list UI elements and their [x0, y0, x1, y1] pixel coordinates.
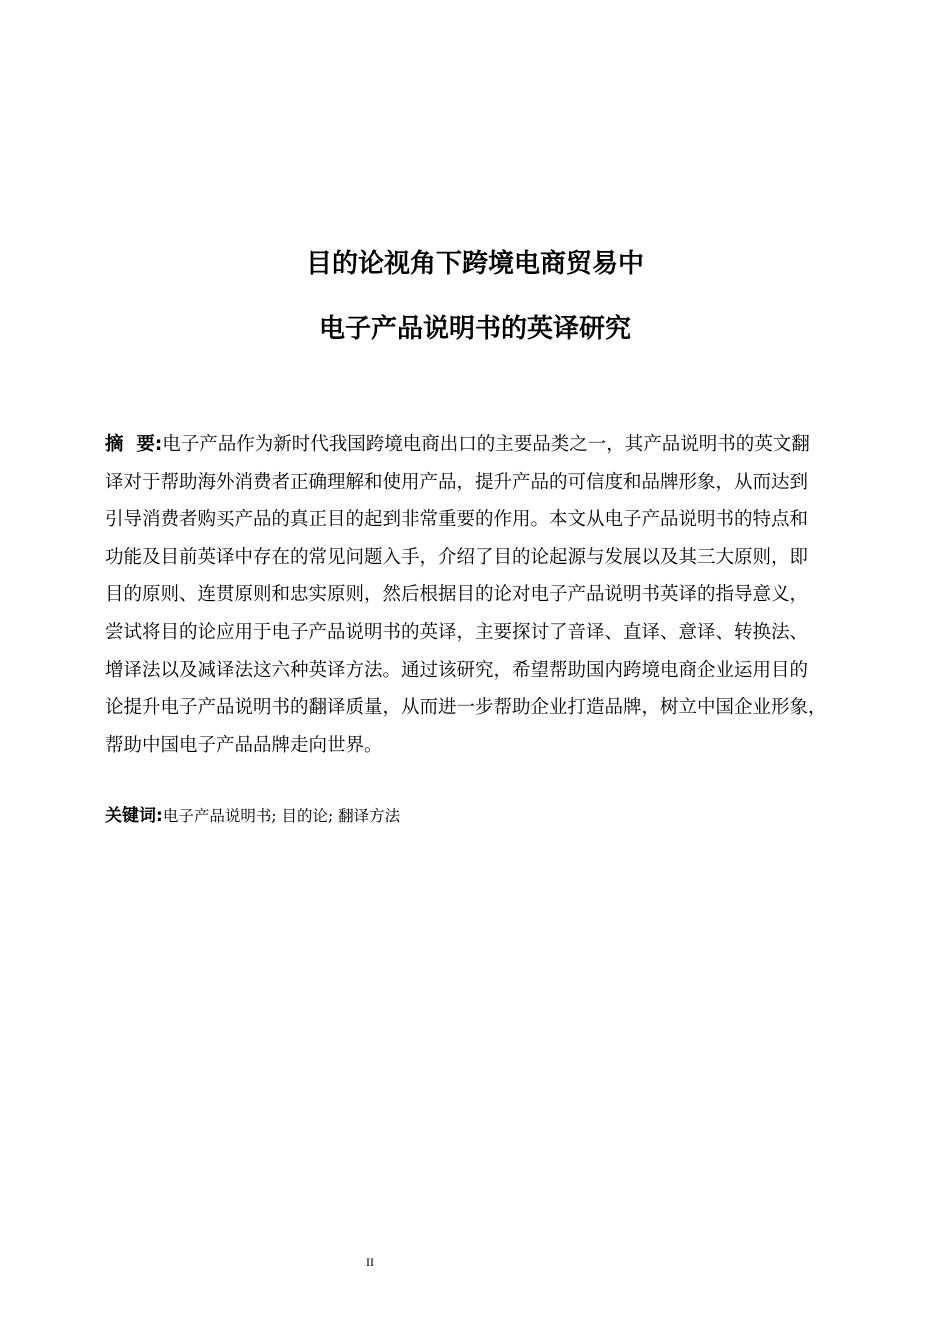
title-line-1: 目的论视角下跨境电商贸易中 — [305, 249, 644, 279]
abstract — [105, 426, 865, 764]
abstract-line — [105, 426, 865, 464]
abstract-line: 功能及目前英译中存在的常见问题入手，介绍了目的论起源与发展以及其三大原则，即 — [105, 546, 809, 568]
abstract-line: 帮助中国电子产品品牌走向世界。 — [105, 734, 383, 756]
abstract-line: 目的原则、连贯原则和忠实原则，然后根据目的论对电子产品说明书英译的指导意义， — [105, 584, 809, 606]
abstract-line: 论提升电子产品说明书的翻译质量，从而进一步帮助企业打造品牌，树立中国企业形象， — [105, 697, 827, 719]
page-number: II — [366, 1255, 374, 1269]
abstract-text: 电子产品作为新时代我国跨境电商出口的主要品类之一，其产品说明书的英文翻 — [162, 434, 810, 455]
abstract-label: 摘 要: — [105, 434, 163, 455]
abstract-line: 尝试将目的论应用于电子产品说明书的英译，主要探讨了音译、直译、意译、转换法、 — [105, 621, 809, 643]
title-line-2: 电子产品说明书的英译研究 — [318, 314, 631, 344]
abstract-line: 译对于帮助海外消费者正确理解和使用产品，提升产品的可信度和品牌形象，从而达到 — [105, 471, 809, 493]
keywords-value: 电子产品说明书; 目的论; 翻译方法 — [162, 807, 401, 825]
keywords-label: 关键词: — [105, 806, 163, 826]
abstract-line: 增译法以及减译法这六种英译方法。通过该研究，希望帮助国内跨境电商企业运用目的 — [105, 659, 809, 681]
keywords — [105, 801, 400, 826]
abstract-line: 引导消费者购买产品的真正目的起到非常重要的作用。本文从电子产品说明书的特点和 — [105, 509, 809, 531]
